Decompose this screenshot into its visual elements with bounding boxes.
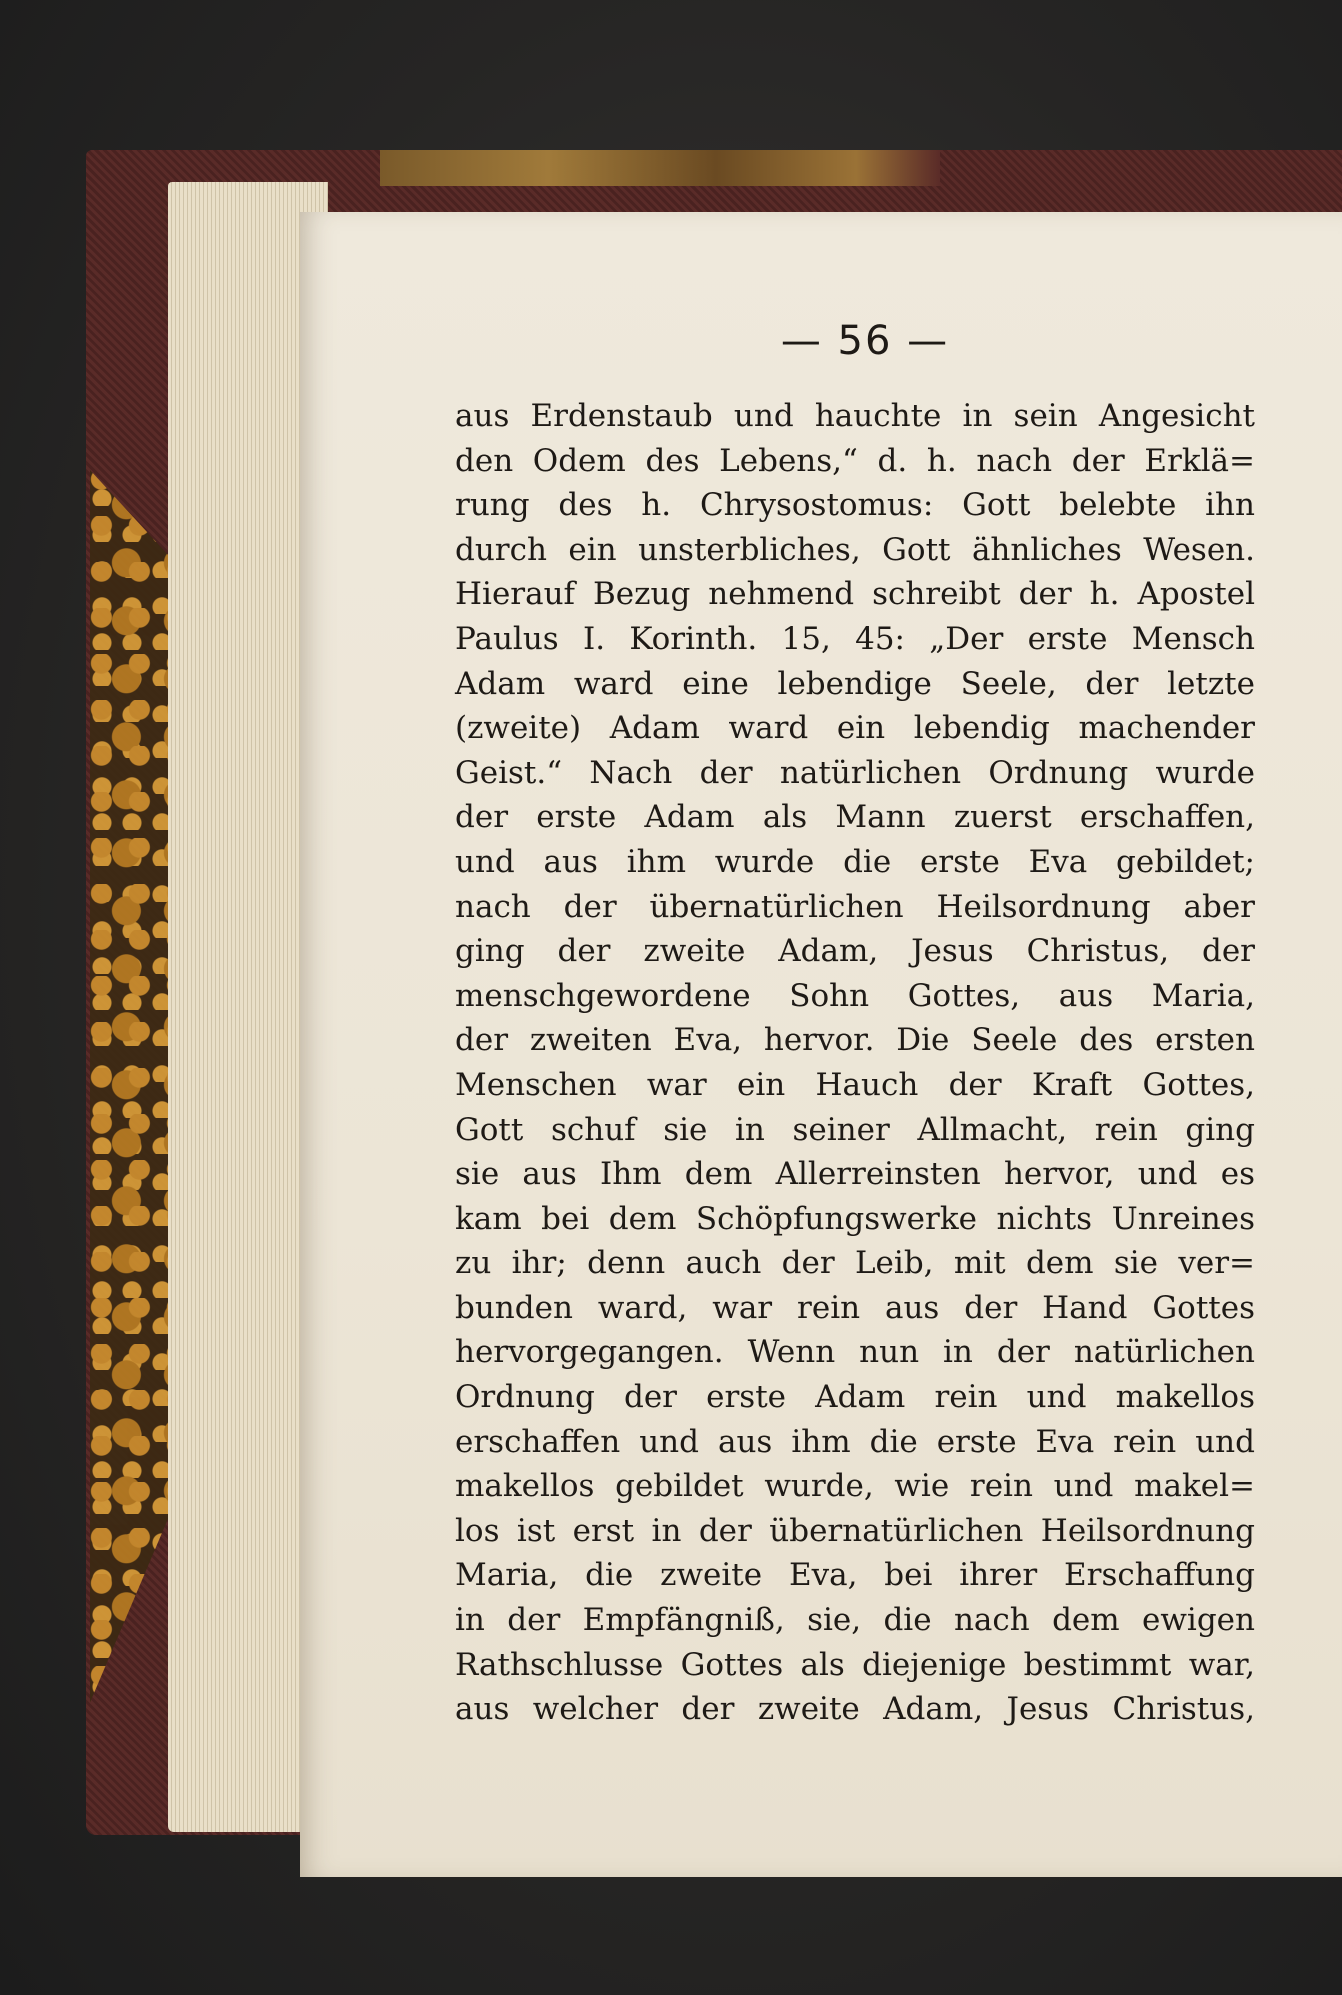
text-line: und aus ihm wurde die erste Eva gebildet;: [455, 843, 1255, 880]
text-line: erschaffen und aus ihm die erste Eva rein und: [455, 1423, 1255, 1460]
text-line: der zweiten Eva, hervor. Die Seele des ersten: [455, 1022, 1255, 1059]
text-line: in der Empfängniß, sie, die nach dem ewigen: [455, 1602, 1255, 1639]
text-line: den Odem des Lebens,“ d. h. nach der Erklä=: [455, 442, 1255, 479]
text-line: Maria, die zweite Eva, bei ihrer Erschaffung: [455, 1557, 1255, 1594]
text-line: aus welcher der zweite Adam, Jesus Christus,: [455, 1691, 1255, 1728]
text-line: makellos gebildet wurde, wie rein und makel=: [455, 1468, 1255, 1505]
text-line: Rathschlusse Gottes als diejenige bestimmt war,: [455, 1646, 1255, 1683]
text-line: los ist erst in der übernatürlichen Heilsordnung: [455, 1512, 1255, 1549]
page-number: — 56 —: [780, 318, 950, 364]
text-line: Menschen war ein Hauch der Kraft Gottes,: [455, 1066, 1255, 1103]
text-line: Hierauf Bezug nehmend schreibt der h. Apostel: [455, 576, 1255, 613]
text-line: hervorgegangen. Wenn nun in der natürlichen: [455, 1334, 1255, 1371]
text-line: bunden ward, war rein aus der Hand Gottes: [455, 1289, 1255, 1326]
text-line: Paulus I. Korinth. 15, 45: „Der erste Mensch: [455, 620, 1255, 657]
text-line: rung des h. Chrysostomus: Gott belebte ihn: [455, 487, 1255, 524]
text-line: zu ihr; denn auch der Leib, mit dem sie ver=: [455, 1245, 1255, 1282]
page-text-block: [455, 318, 1255, 1732]
text-line: kam bei dem Schöpfungswerke nichts Unreines: [455, 1200, 1255, 1237]
text-line: menschgewordene Sohn Gottes, aus Maria,: [455, 977, 1255, 1014]
text-line: Ordnung der erste Adam rein und makellos: [455, 1379, 1255, 1416]
text-line: nach der übernatürlichen Heilsordnung aber: [455, 888, 1255, 925]
text-line: Adam ward eine lebendige Seele, der letzte: [455, 665, 1255, 702]
body-text: [455, 394, 1255, 1732]
text-line: sie aus Ihm dem Allerreinsten hervor, und es: [455, 1156, 1255, 1193]
text-line: durch ein unsterbliches, Gott ähnliches Wesen.: [455, 531, 1255, 568]
text-line: Gott schuf sie in seiner Allmacht, rein ging: [455, 1111, 1255, 1148]
text-line: (zweite) Adam ward ein lebendig machender: [455, 710, 1255, 747]
text-line: der erste Adam als Mann zuerst erschaffen,: [455, 799, 1255, 836]
cover-top-edge: [380, 150, 940, 186]
text-line: ging der zweite Adam, Jesus Christus, der: [455, 933, 1255, 970]
text-line: Geist.“ Nach der natürlichen Ordnung wurde: [455, 754, 1255, 791]
text-line: aus Erdenstaub und hauchte in sein Angesicht: [455, 398, 1255, 434]
